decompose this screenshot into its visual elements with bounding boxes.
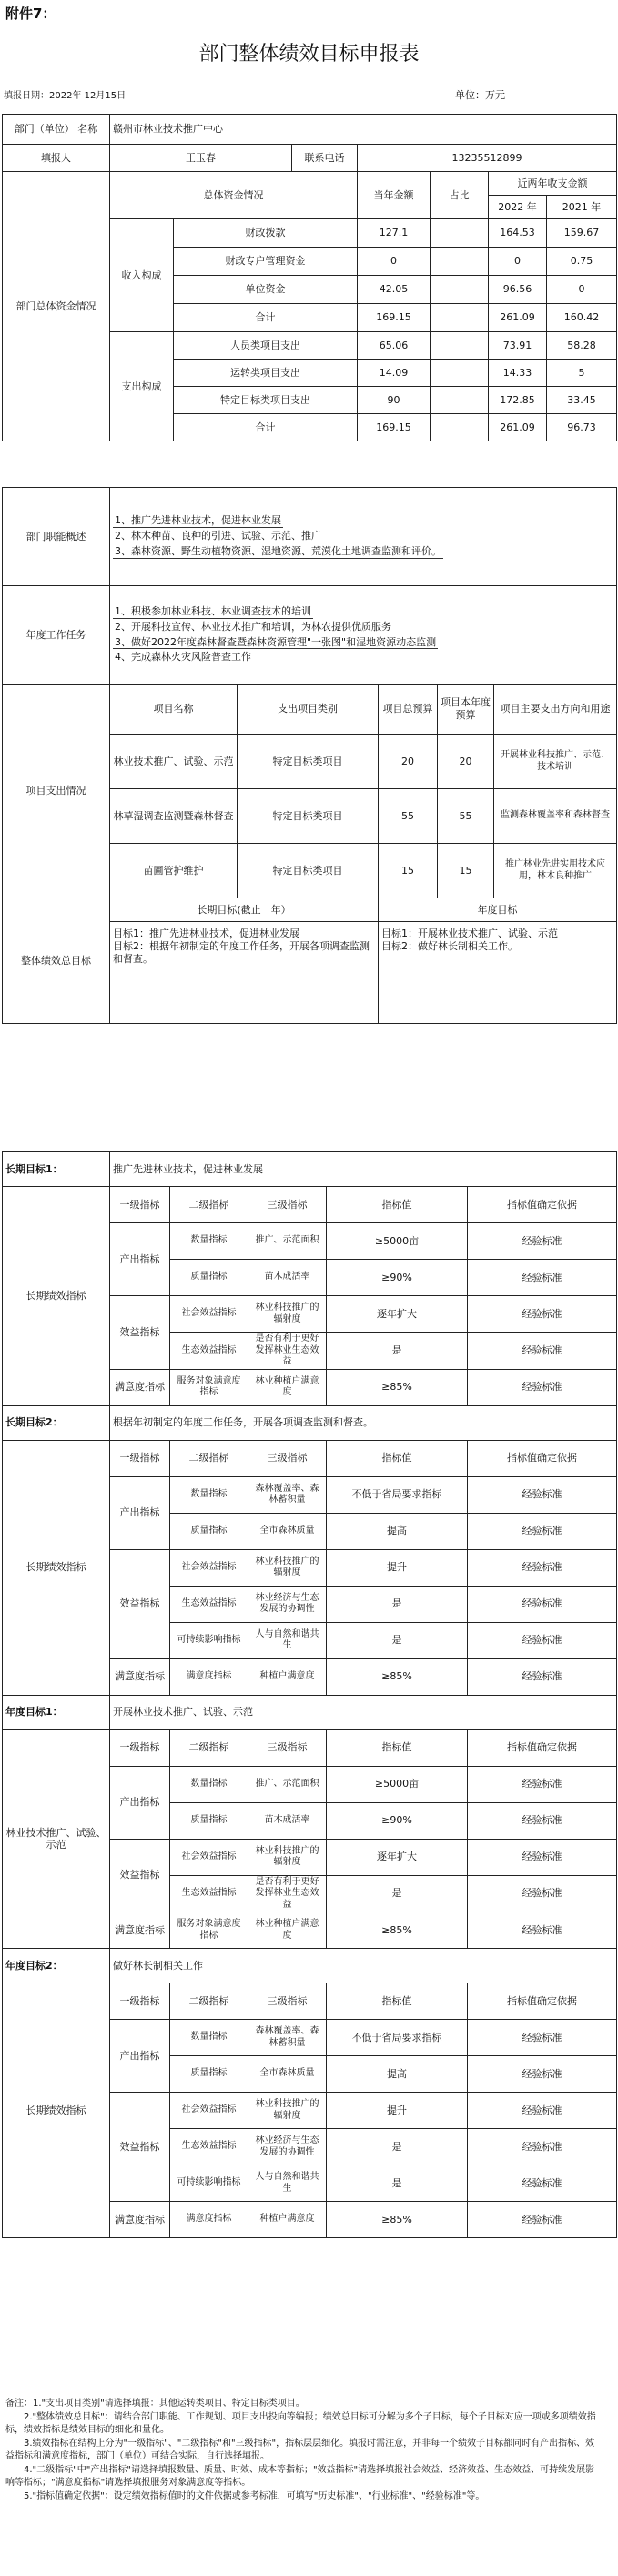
indicator-value: ≥85% (327, 2202, 468, 2238)
indicator-value: 不低于省局要求指标 (327, 1476, 468, 1513)
level3-indicator: 是否有利于更好发挥林业生态效益 (248, 1333, 327, 1370)
income-total-y2: 160.42 (547, 304, 617, 332)
level3-indicator: 林业科技推广的辐射度 (248, 2093, 327, 2129)
income-row-ratio (431, 248, 489, 276)
recent-years-header: 近两年收支金额 (489, 172, 617, 196)
indicator-value: 是 (327, 1333, 468, 1370)
goal-text: 根据年初制定的年度工作任务，开展各项调查监测和督查。 (110, 1405, 617, 1440)
level2-indicator: 生态效益指标 (170, 1333, 248, 1370)
level2-indicator: 可持续影响指标 (170, 2165, 248, 2202)
year-2021-header: 2021 年 (547, 196, 617, 219)
project-header-year: 项目本年度预算 (438, 685, 494, 735)
funds-table (2, 114, 617, 441)
income-row-y1: 96.56 (489, 276, 547, 304)
fill-date: 填报日期：2022年 12月15日 (4, 91, 127, 101)
project-year: 55 (438, 789, 494, 844)
indicator-basis: 经验标准 (468, 2165, 617, 2202)
level2-indicator: 生态效益指标 (170, 2129, 248, 2165)
indicator-side-label: 林业技术推广、试验、示范 (3, 1729, 110, 1949)
level3-indicator: 林业科技推广的辐射度 (248, 1549, 327, 1586)
indicator-basis: 经验标准 (468, 1766, 617, 1802)
indicator-value: 是 (327, 1875, 468, 1912)
work-label: 年度工作任务 (3, 586, 110, 685)
indicator-side-label: 长期绩效指标 (3, 1440, 110, 1695)
indicator-value: 逐年扩大 (327, 1296, 468, 1333)
attachment-label: 附件7： (5, 5, 56, 22)
project-header-use: 项目主要支出方向和用途 (494, 685, 617, 735)
level3-header: 三级指标 (248, 1729, 327, 1766)
income-row-amount: 0 (358, 248, 431, 276)
income-row-y2: 0 (547, 276, 617, 304)
long-goal-text: 目标1：推广先进林业技术，促进林业发展 目标2：根据年初制定的年度工作任务，开展各项调查监测和督查。 (110, 922, 379, 1024)
expense-row-ratio (431, 360, 489, 387)
level3-indicator: 人与自然和谐共生 (248, 1622, 327, 1658)
indicator-basis: 经验标准 (468, 1802, 617, 1839)
goal-label: 长期目标1： (3, 1152, 110, 1187)
indicator-value: 逐年扩大 (327, 1839, 468, 1875)
indicator-value: 提高 (327, 1513, 468, 1549)
income-row-amount: 42.05 (358, 276, 431, 304)
indicator-basis: 经验标准 (468, 1513, 617, 1549)
value-header: 指标值 (327, 1440, 468, 1476)
level2-indicator: 服务对象满意度指标 (170, 1369, 248, 1405)
goal-text: 推广先进林业技术，促进林业发展 (110, 1152, 617, 1187)
project-name: 苗圃管护维护 (110, 844, 238, 898)
level2-indicator: 质量指标 (170, 2056, 248, 2093)
indicator-value: 提升 (327, 1549, 468, 1586)
indicator-value: ≥85% (327, 1912, 468, 1949)
indicator-value: ≥90% (327, 1260, 468, 1296)
expense-total-name: 合计 (174, 414, 358, 441)
level3-indicator: 森林覆盖率、森林蓄积量 (248, 2020, 327, 2056)
value-header: 指标值 (327, 1983, 468, 2020)
level3-indicator: 森林覆盖率、森林蓄积量 (248, 1476, 327, 1513)
level2-indicator: 数量指标 (170, 1223, 248, 1260)
indicator-basis: 经验标准 (468, 1549, 617, 1586)
level3-indicator: 苗木成活率 (248, 1260, 327, 1296)
expense-total-amount: 169.15 (358, 414, 431, 441)
work-item: 4、完成森林火灾风险普查工作 (115, 651, 251, 664)
dept-name: 赣州市林业技术推广中心 (110, 115, 617, 145)
project-year: 15 (438, 844, 494, 898)
goal-label: 年度目标2： (3, 1949, 110, 1983)
level2-indicator: 生态效益指标 (170, 1586, 248, 1622)
income-row-y2: 159.67 (547, 219, 617, 248)
expense-row-y2: 33.45 (547, 387, 617, 414)
level3-header: 三级指标 (248, 1187, 327, 1223)
level3-indicator: 全市森林质量 (248, 2056, 327, 2093)
phone-label: 联系电话 (292, 145, 358, 172)
level3-header: 三级指标 (248, 1440, 327, 1476)
year-2022-header: 2022 年 (489, 196, 547, 219)
income-row-y2: 0.75 (547, 248, 617, 276)
project-use: 监测森林覆盖率和森林督查 (494, 789, 617, 844)
level1-header: 一级指标 (110, 1187, 170, 1223)
level1-indicator: 产出指标 (110, 2020, 170, 2093)
basis-header: 指标值确定依据 (468, 1983, 617, 2020)
project-type: 特定目标类项目 (238, 789, 379, 844)
indicator-value: ≥5000亩 (327, 1223, 468, 1260)
phone-value: 13235512899 (358, 145, 617, 172)
note-line: 备注：1."支出项目类别"请选择填报：其他运转类项目、特定目标类项目。 (5, 2399, 305, 2409)
expense-row-amount: 14.09 (358, 360, 431, 387)
level2-indicator: 满意度指标 (170, 1658, 248, 1695)
year-goal-header: 年度目标 (379, 898, 617, 922)
indicator-value: 是 (327, 2129, 468, 2165)
level1-indicator: 满意度指标 (110, 2202, 170, 2238)
indicator-value: 是 (327, 1586, 468, 1622)
expense-row-y1: 172.85 (489, 387, 547, 414)
level3-indicator: 种植户满意度 (248, 1658, 327, 1695)
project-type: 特定目标类项目 (238, 844, 379, 898)
income-total-name: 合计 (174, 304, 358, 332)
value-header: 指标值 (327, 1729, 468, 1766)
level2-header: 二级指标 (170, 1440, 248, 1476)
project-header-name: 项目名称 (110, 685, 238, 735)
projects-label: 项目支出情况 (3, 685, 110, 898)
basis-header: 指标值确定依据 (468, 1187, 617, 1223)
duty-item: 2、林木种苗、良种的引进、试验、示范、推广 (115, 530, 321, 543)
expense-row-name: 特定目标类项目支出 (174, 387, 358, 414)
project-type: 特定目标类项目 (238, 735, 379, 789)
note-line: 5."指标值确定依据"：设定绩效指标值时的文件依据或参考标准，可填写"历史标准"、"行业标准"、"经验标准"等。 (5, 2490, 485, 2501)
income-total-amount: 169.15 (358, 304, 431, 332)
year-goal-text: 目标1：开展林业技术推广、试验、示范 目标2：做好林长制相关工作。 (379, 922, 617, 1024)
indicator-side-label: 长期绩效指标 (3, 1983, 110, 2238)
level3-indicator: 种植户满意度 (248, 2202, 327, 2238)
goal-label: 长期目标2： (3, 1405, 110, 1440)
expense-row-name: 运转类项目支出 (174, 360, 358, 387)
level2-indicator: 质量指标 (170, 1513, 248, 1549)
level1-indicator: 产出指标 (110, 1476, 170, 1549)
indicator-basis: 经验标准 (468, 1658, 617, 1695)
duty-item: 1、推广先进林业技术，促进林业发展 (115, 514, 281, 527)
expense-row-amount: 90 (358, 387, 431, 414)
indicator-value: ≥90% (327, 1802, 468, 1839)
level1-indicator: 效益指标 (110, 1839, 170, 1912)
income-row-name: 单位资金 (174, 276, 358, 304)
expense-row-y2: 58.28 (547, 332, 617, 360)
level1-indicator: 产出指标 (110, 1766, 170, 1839)
level2-indicator: 数量指标 (170, 2020, 248, 2056)
level1-indicator: 产出指标 (110, 1223, 170, 1296)
level1-indicator: 满意度指标 (110, 1369, 170, 1405)
note-line: 4."二级指标"中"产出指标"请选择填报数量、质量、时效、成本等指标；"效益指标"请选择填报社会效益、经济效益、生态效益、可持续发展影响等指标；"满意度指标"请选择填报服务对象满意度等指标。 (5, 2464, 595, 2488)
indicator-basis: 经验标准 (468, 1296, 617, 1333)
expense-row-y2: 5 (547, 360, 617, 387)
overall-funds-header: 总体资金情况 (110, 172, 358, 219)
goal-text: 开展林业技术推广、试验、示范 (110, 1695, 617, 1729)
indicator-basis: 经验标准 (468, 2202, 617, 2238)
indicator-value: ≥85% (327, 1658, 468, 1695)
notes (5, 2398, 597, 2503)
level3-indicator: 林业经济与生态发展的协调性 (248, 2129, 327, 2165)
amount-header: 当年金额 (358, 172, 431, 219)
indicator-value: 提高 (327, 2056, 468, 2093)
indicator-basis: 经验标准 (468, 1260, 617, 1296)
income-row-y1: 0 (489, 248, 547, 276)
income-row-y1: 164.53 (489, 219, 547, 248)
income-row-name: 财政专户管理资金 (174, 248, 358, 276)
indicator-basis: 经验标准 (468, 1839, 617, 1875)
indicator-basis: 经验标准 (468, 2056, 617, 2093)
income-row-name: 财政拨款 (174, 219, 358, 248)
project-header-total: 项目总预算 (379, 685, 438, 735)
reporter-label: 填报人 (3, 145, 110, 172)
basis-header: 指标值确定依据 (468, 1440, 617, 1476)
level1-indicator: 满意度指标 (110, 1658, 170, 1695)
level1-indicator: 效益指标 (110, 1296, 170, 1370)
level1-header: 一级指标 (110, 1729, 170, 1766)
level1-header: 一级指标 (110, 1983, 170, 2020)
indicator-value: ≥5000亩 (327, 1766, 468, 1802)
expense-total-y2: 96.73 (547, 414, 617, 441)
indicator-side-label: 长期绩效指标 (3, 1187, 110, 1406)
level1-indicator: 满意度指标 (110, 1912, 170, 1949)
overview-table (2, 487, 617, 1024)
level2-indicator: 满意度指标 (170, 2202, 248, 2238)
level2-header: 二级指标 (170, 1983, 248, 2020)
project-header-type: 支出项目类别 (238, 685, 379, 735)
expense-row-y1: 14.33 (489, 360, 547, 387)
level2-indicator: 可持续影响指标 (170, 1622, 248, 1658)
income-label: 收入构成 (110, 219, 174, 332)
level2-indicator: 服务对象满意度指标 (170, 1912, 248, 1949)
overall-goal-label: 整体绩效总目标 (3, 898, 110, 1024)
income-row-ratio (431, 276, 489, 304)
funds-section-label: 部门总体资金情况 (3, 172, 110, 441)
income-row-ratio (431, 219, 489, 248)
indicator-basis: 经验标准 (468, 1586, 617, 1622)
reporter-name: 王玉春 (110, 145, 292, 172)
expense-row-name: 人员类项目支出 (174, 332, 358, 360)
expense-row-amount: 65.06 (358, 332, 431, 360)
level2-indicator: 质量指标 (170, 1802, 248, 1839)
indicator-value: 是 (327, 1622, 468, 1658)
level3-indicator: 推广、示范面积 (248, 1223, 327, 1260)
indicator-basis: 经验标准 (468, 2093, 617, 2129)
basis-header: 指标值确定依据 (468, 1729, 617, 1766)
goal-text: 做好林长制相关工作 (110, 1949, 617, 1983)
indicator-basis: 经验标准 (468, 2020, 617, 2056)
level1-indicator: 效益指标 (110, 1549, 170, 1658)
level3-indicator: 推广、示范面积 (248, 1766, 327, 1802)
goal-label: 年度目标1： (3, 1695, 110, 1729)
indicator-basis: 经验标准 (468, 1333, 617, 1370)
project-use: 开展林业科技推广、示范、技术培训 (494, 735, 617, 789)
indicator-value: 是 (327, 2165, 468, 2202)
unit-label: 单位：万元 (455, 89, 505, 101)
work-item: 3、做好2022年度森林督查暨森林资源管理"一张图"和湿地资源动态监测 (115, 635, 437, 648)
level3-indicator: 林业种植户满意度 (248, 1369, 327, 1405)
income-total-ratio (431, 304, 489, 332)
note-line: 3.绩效指标在结构上分为"一级指标"、"二级指标"和"三级指标"，指标层层细化。填报时需注意，并非每一个绩效子目标都同时有产出指标、效益指标和满意度指标，部门（单位）可结合实际，自行选择填报。 (5, 2438, 595, 2461)
level2-indicator: 社会效益指标 (170, 1296, 248, 1333)
level3-header: 三级指标 (248, 1983, 327, 2020)
project-total: 55 (379, 789, 438, 844)
level3-indicator: 全市森林质量 (248, 1513, 327, 1549)
expense-row-ratio (431, 332, 489, 360)
long-goal-header: 长期目标(截止 年） (110, 898, 379, 922)
dept-label: 部门（单位） 名称 (3, 115, 110, 145)
work-content (110, 586, 617, 685)
duty-label: 部门职能概述 (3, 488, 110, 586)
level2-indicator: 社会效益指标 (170, 2093, 248, 2129)
work-item: 1、积极参加林业科技、林业调查技术的培训 (115, 605, 311, 617)
level3-indicator: 林业经济与生态发展的协调性 (248, 1586, 327, 1622)
expense-row-y1: 73.91 (489, 332, 547, 360)
level2-header: 二级指标 (170, 1187, 248, 1223)
indicator-value: 提升 (327, 2093, 468, 2129)
page-title: 部门整体绩效目标申报表 (198, 43, 420, 66)
level1-indicator: 效益指标 (110, 2093, 170, 2202)
income-total-y1: 261.09 (489, 304, 547, 332)
indicator-basis: 经验标准 (468, 1369, 617, 1405)
expense-total-y1: 261.09 (489, 414, 547, 441)
project-name: 林草湿调查监测暨森林督查 (110, 789, 238, 844)
work-item: 2、开展科技宣传、林业技术推广和培训，为林农提供优质服务 (115, 620, 391, 633)
value-header: 指标值 (327, 1187, 468, 1223)
project-name: 林业技术推广、试验、示范 (110, 735, 238, 789)
indicator-table (2, 1151, 617, 2238)
ratio-header: 占比 (431, 172, 489, 219)
expense-label: 支出构成 (110, 332, 174, 441)
duty-item: 3、森林资源、野生动植物资源、湿地资源、荒漠化土地调查监测和评价。 (115, 544, 441, 557)
project-year: 20 (438, 735, 494, 789)
level3-indicator: 苗木成活率 (248, 1802, 327, 1839)
level2-indicator: 数量指标 (170, 1766, 248, 1802)
project-total: 20 (379, 735, 438, 789)
indicator-basis: 经验标准 (468, 1223, 617, 1260)
level2-indicator: 质量指标 (170, 1260, 248, 1296)
level2-indicator: 数量指标 (170, 1476, 248, 1513)
level3-indicator: 林业种植户满意度 (248, 1912, 327, 1949)
level2-header: 二级指标 (170, 1729, 248, 1766)
level1-header: 一级指标 (110, 1440, 170, 1476)
note-line: 2."整体绩效总目标"：请结合部门职能、工作规划、项目支出投向等编报；绩效总目标可分解为多个子目标，每个子目标对应一项或多项绩效指标，绩效指标是绩效目标的细化和量化。 (5, 2411, 596, 2435)
project-total: 15 (379, 844, 438, 898)
expense-total-ratio (431, 414, 489, 441)
level2-indicator: 社会效益指标 (170, 1839, 248, 1875)
indicator-basis: 经验标准 (468, 1622, 617, 1658)
expense-row-ratio (431, 387, 489, 414)
duty-content (110, 488, 617, 586)
level2-indicator: 生态效益指标 (170, 1875, 248, 1912)
indicator-basis: 经验标准 (468, 1912, 617, 1949)
project-use: 推广林业先进实用技术应用，林木良种推广 (494, 844, 617, 898)
indicator-value: 不低于省局要求指标 (327, 2020, 468, 2056)
indicator-value: ≥85% (327, 1369, 468, 1405)
indicator-basis: 经验标准 (468, 2129, 617, 2165)
level3-indicator: 林业科技推广的辐射度 (248, 1839, 327, 1875)
income-row-amount: 127.1 (358, 219, 431, 248)
level3-indicator: 林业科技推广的辐射度 (248, 1296, 327, 1333)
level2-indicator: 社会效益指标 (170, 1549, 248, 1586)
indicator-basis: 经验标准 (468, 1476, 617, 1513)
indicator-basis: 经验标准 (468, 1875, 617, 1912)
level3-indicator: 是否有利于更好发挥林业生态效益 (248, 1875, 327, 1912)
level3-indicator: 人与自然和谐共生 (248, 2165, 327, 2202)
